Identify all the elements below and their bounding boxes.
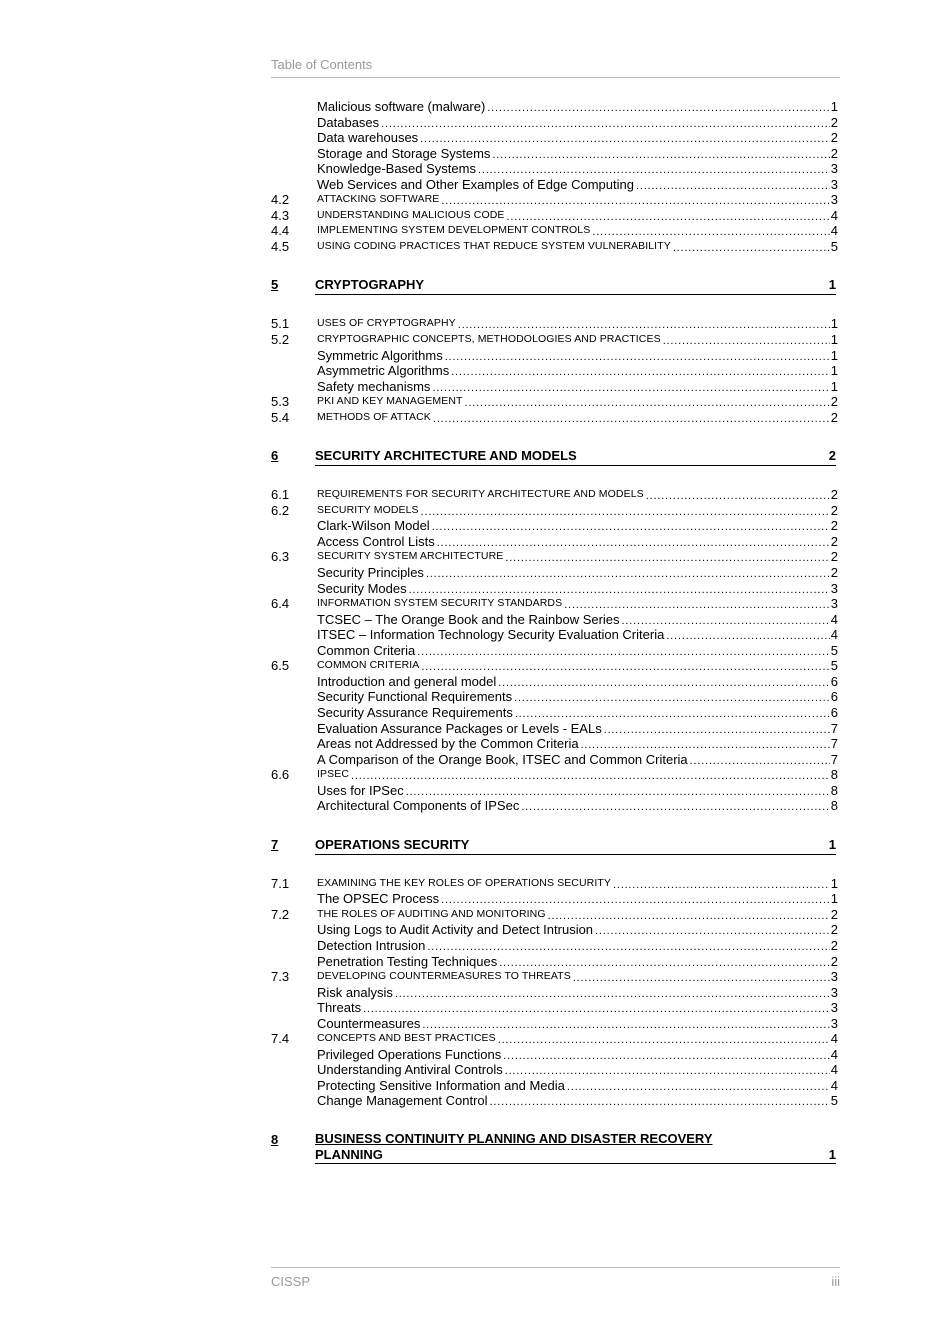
entry-page: 3: [830, 161, 838, 177]
toc-entry[interactable]: [271, 767, 838, 783]
toc-entry[interactable]: [271, 379, 838, 395]
entry-page: 2: [830, 130, 838, 146]
entry-page: 3: [830, 1000, 838, 1016]
entry-page: 4: [830, 1046, 838, 1062]
toc-entry[interactable]: [271, 130, 838, 146]
toc-entry[interactable]: [271, 99, 838, 115]
toc-entry[interactable]: [271, 161, 838, 177]
entry-title: Security Functional Requirements: [317, 689, 513, 705]
entry-title: Asymmetric Algorithms: [317, 363, 450, 379]
toc-entry[interactable]: [271, 658, 838, 674]
entry-page: 3: [830, 984, 838, 1000]
entry-page: 1: [830, 378, 838, 394]
toc-entry[interactable]: [271, 627, 838, 643]
entry-title: Protecting Sensitive Information and Media: [317, 1077, 565, 1093]
chapter-title-line2: [315, 1147, 836, 1164]
header-title: Table of Contents: [271, 57, 373, 72]
entry-title: INFORMATION SYSTEM SECURITY STANDARDS: [317, 597, 563, 610]
entry-title: ATTACKING SOFTWARE: [317, 193, 440, 206]
entry-title: Data warehouses: [317, 130, 419, 146]
entry-title: CONCEPTS AND BEST PRACTICES: [317, 1032, 496, 1045]
toc-entry[interactable]: [271, 581, 838, 597]
section-number: 7.1: [271, 875, 290, 891]
section-number: 4.2: [271, 192, 290, 208]
section-number: 5.1: [271, 316, 290, 332]
entry-page: 1: [830, 99, 838, 114]
entry-page: 2: [830, 565, 838, 581]
entry-page: 2: [830, 533, 838, 549]
entry-title: CRYPTOGRAPHIC CONCEPTS, METHODOLOGIES AND PRACTICES: [317, 333, 661, 346]
entry-title: Knowledge-Based Systems: [317, 161, 476, 177]
entry-title: THE ROLES OF AUDITING AND MONITORING: [317, 907, 546, 920]
entry-page: 2: [830, 502, 838, 518]
entry-page: 1: [830, 363, 838, 379]
entry-page: 3: [830, 176, 838, 192]
entry-title: Countermeasures: [317, 1015, 421, 1031]
toc-entry[interactable]: [271, 115, 838, 131]
toc-entry[interactable]: [271, 891, 838, 907]
entry-title: SECURITY SYSTEM ARCHITECTURE: [317, 550, 504, 563]
entry-title: COMMON CRITERIA: [317, 659, 420, 672]
entry-title: Security Modes: [317, 580, 407, 596]
toc-entry[interactable]: [271, 985, 838, 1001]
entry-title: Clark-Wilson Model: [317, 518, 430, 534]
toc-entry[interactable]: [271, 798, 838, 814]
chapter-page: 1: [828, 1146, 836, 1162]
toc-entry[interactable]: [271, 223, 838, 239]
toc-entry[interactable]: [271, 938, 838, 954]
section-number: 6.1: [271, 487, 290, 503]
dot-leader: [519, 798, 829, 816]
entry-title: Detection Intrusion: [317, 937, 426, 953]
chapter-title: PLANNING: [315, 1146, 383, 1162]
chapter-heading[interactable]: [271, 447, 838, 465]
section-number: 6.3: [271, 549, 290, 565]
toc-entry[interactable]: [271, 146, 838, 162]
entry-page: 4: [830, 207, 838, 223]
entry-title: UNDERSTANDING MALICIOUS CODE: [317, 208, 505, 221]
entry-title: Security Principles: [317, 565, 424, 581]
toc-entry[interactable]: [271, 549, 838, 565]
entry-title: EXAMINING THE KEY ROLES OF OPERATIONS SECURITY: [317, 876, 611, 889]
toc-entry[interactable]: [271, 410, 838, 426]
toc-entry[interactable]: [271, 1047, 838, 1063]
entry-page: 5: [830, 642, 838, 658]
entry-title: IMPLEMENTING SYSTEM DEVELOPMENT CONTROLS: [317, 224, 591, 237]
chapter-title: SECURITY ARCHITECTURE AND MODELS: [315, 448, 577, 464]
entry-title: Malicious software (malware): [317, 99, 486, 114]
section-number: 7.3: [271, 969, 290, 985]
chapter-heading[interactable]: [271, 1131, 838, 1165]
dot-leader: [671, 239, 830, 257]
entry-title: Evaluation Assurance Packages or Levels - EALs: [317, 720, 602, 736]
entry-line: [317, 1093, 838, 1111]
toc-entry[interactable]: [271, 643, 838, 659]
toc-entry[interactable]: [271, 177, 838, 193]
entry-line: [317, 239, 838, 257]
entry-page: 8: [830, 767, 838, 783]
entry-title: REQUIREMENTS FOR SECURITY ARCHITECTURE AND MODELS: [317, 488, 644, 501]
section-number: 5.4: [271, 409, 290, 425]
entry-title: Architectural Components of IPSec: [317, 798, 520, 814]
entry-page: 6: [830, 689, 838, 705]
entry-page: 2: [830, 487, 838, 503]
page-footer: [271, 1267, 840, 1289]
toc-entry[interactable]: [271, 922, 838, 938]
chapter-page: 1: [828, 836, 836, 852]
chapter-heading[interactable]: [271, 276, 838, 294]
section-number: 7.2: [271, 906, 290, 922]
entry-page: 2: [830, 518, 838, 534]
entry-title: Change Management Control: [317, 1093, 488, 1109]
chapter-title: OPERATIONS SECURITY: [315, 836, 470, 852]
entry-title: The OPSEC Process: [317, 891, 440, 907]
chapter-page: 1: [828, 277, 836, 293]
toc-entry[interactable]: [271, 596, 838, 612]
entry-page: 6: [830, 673, 838, 689]
entry-page: 8: [830, 798, 838, 814]
entry-page: 7: [830, 736, 838, 752]
entry-title: METHODS OF ATTACK: [317, 410, 431, 423]
entry-page: 2: [830, 114, 838, 130]
toc-entry[interactable]: [271, 736, 838, 752]
section-number: 4.3: [271, 207, 290, 223]
entry-page: 5: [830, 658, 838, 674]
footer-page-number: iii: [831, 1274, 840, 1289]
toc-entry[interactable]: [271, 721, 838, 737]
entry-title: Symmetric Algorithms: [317, 347, 443, 363]
entry-page: 1: [830, 332, 838, 348]
entry-page: 7: [830, 751, 838, 767]
entry-page: 2: [830, 409, 838, 425]
toc-entry[interactable]: [271, 705, 838, 721]
toc-entry[interactable]: [271, 1000, 838, 1016]
chapter-number: 8: [271, 1131, 279, 1147]
entry-title: Uses for IPSec: [317, 782, 404, 798]
toc-entry[interactable]: [271, 612, 838, 628]
section-number: 6.6: [271, 767, 290, 783]
entry-page: 2: [830, 922, 838, 938]
toc-entry[interactable]: [271, 208, 838, 224]
chapter-page: 2: [828, 448, 836, 464]
entry-page: 3: [830, 1015, 838, 1031]
entry-page: 1: [830, 891, 838, 907]
entry-title: A Comparison of the Orange Book, ITSEC and Common Criteria: [317, 751, 688, 767]
toc-entry[interactable]: [271, 954, 838, 970]
entry-page: 1: [830, 316, 838, 332]
entry-title: Risk analysis: [317, 984, 393, 1000]
toc-entry[interactable]: [271, 907, 838, 923]
chapter-title-line: [315, 836, 836, 855]
toc-entry[interactable]: [271, 1093, 838, 1109]
toc-entry[interactable]: [271, 394, 838, 410]
toc-entry[interactable]: [271, 689, 838, 705]
chapter-title: CRYPTOGRAPHY: [315, 277, 425, 293]
section-number: 4.5: [271, 238, 290, 254]
toc-entry[interactable]: [271, 363, 838, 379]
entry-title: PKI AND KEY MANAGEMENT: [317, 395, 463, 408]
toc-entry[interactable]: [271, 348, 838, 364]
toc-entry[interactable]: [271, 1062, 838, 1078]
toc-entry[interactable]: [271, 674, 838, 690]
entry-page: 4: [830, 1031, 838, 1047]
toc-entry[interactable]: [271, 1078, 838, 1094]
entry-page: 8: [830, 782, 838, 798]
toc-entry[interactable]: [271, 239, 838, 255]
toc-entry[interactable]: [271, 332, 838, 348]
section-number: 5.2: [271, 332, 290, 348]
entry-page: 3: [830, 596, 838, 612]
toc-entry[interactable]: [271, 1031, 838, 1047]
chapter-title-line: [315, 276, 836, 295]
toc-entry[interactable]: [271, 316, 838, 332]
entry-page: 3: [830, 192, 838, 208]
entry-title: Using Logs to Audit Activity and Detect Intrusion: [317, 922, 594, 938]
chapter-number: 6: [271, 448, 279, 464]
toc-entry[interactable]: [271, 534, 838, 550]
entry-title: Security Assurance Requirements: [317, 704, 513, 720]
entry-page: 1: [830, 875, 838, 891]
page-header: [271, 57, 840, 78]
entry-title: USING CODING PRACTICES THAT REDUCE SYSTEM VULNERABILITY: [317, 239, 671, 252]
section-number: 7.4: [271, 1031, 290, 1047]
entry-page: 3: [830, 580, 838, 596]
chapter-number: 5: [271, 277, 279, 293]
entry-page: 2: [830, 549, 838, 565]
chapter-title-line1: BUSINESS CONTINUITY PLANNING AND DISASTER RECOVERY: [315, 1130, 713, 1146]
entry-page: 2: [830, 145, 838, 161]
entry-page: 2: [830, 394, 838, 410]
entry-title: USES OF CRYPTOGRAPHY: [317, 317, 456, 330]
entry-title: Databases: [317, 114, 380, 130]
entry-title: Understanding Antiviral Controls: [317, 1062, 503, 1078]
entry-title: Areas not Addressed by the Common Criteria: [317, 736, 579, 752]
section-number: 6.5: [271, 658, 290, 674]
toc-entry[interactable]: [271, 876, 838, 892]
entry-page: 4: [830, 611, 838, 627]
entry-page: 5: [830, 1093, 838, 1109]
entry-page: 2: [830, 906, 838, 922]
entry-page: 3: [830, 969, 838, 985]
entry-title: Safety mechanisms: [317, 378, 431, 394]
entry-page: 2: [830, 937, 838, 953]
entry-page: 4: [830, 627, 838, 643]
entry-page: 4: [830, 1062, 838, 1078]
chapter-title-line: [315, 447, 836, 466]
toc-entry[interactable]: [271, 565, 838, 581]
toc-entry[interactable]: [271, 969, 838, 985]
entry-line: [317, 410, 838, 428]
toc-entry[interactable]: [271, 783, 838, 799]
entry-title: Privileged Operations Functions: [317, 1046, 502, 1062]
entry-title: ITSEC – Information Technology Security Evaluation Criteria: [317, 627, 665, 643]
entry-title: DEVELOPING COUNTERMEASURES TO THREATS: [317, 970, 571, 983]
chapter-heading[interactable]: [271, 836, 838, 854]
entry-line: [317, 798, 838, 816]
toc-entry[interactable]: [271, 518, 838, 534]
chapter-number: 7: [271, 836, 279, 852]
toc-entry[interactable]: [271, 752, 838, 768]
entry-title: Access Control Lists: [317, 533, 435, 549]
section-number: 6.4: [271, 596, 290, 612]
entry-title: Threats: [317, 1000, 362, 1016]
table-of-contents: [271, 99, 838, 1187]
entry-title: TCSEC – The Orange Book and the Rainbow Series: [317, 611, 620, 627]
dot-leader: [488, 1093, 830, 1111]
entry-title: Web Services and Other Examples of Edge Computing: [317, 176, 634, 192]
toc-entry[interactable]: [271, 487, 838, 503]
section-number: 4.4: [271, 223, 290, 239]
entry-title: Penetration Testing Techniques: [317, 953, 498, 969]
toc-entry[interactable]: [271, 503, 838, 519]
section-number: 6.2: [271, 502, 290, 518]
toc-entry[interactable]: [271, 1016, 838, 1032]
entry-page: 4: [830, 1077, 838, 1093]
entry-title: Introduction and general model: [317, 673, 497, 689]
entry-title: IPSEC: [317, 768, 350, 781]
section-number: 5.3: [271, 394, 290, 410]
chapter-title-block: [315, 1131, 836, 1164]
entry-title: Storage and Storage Systems: [317, 145, 491, 161]
toc-entry[interactable]: [271, 192, 838, 208]
entry-page: 6: [830, 704, 838, 720]
entry-page: 5: [830, 238, 838, 254]
footer-document-title: CISSP: [271, 1274, 311, 1289]
entry-title: Common Criteria: [317, 642, 416, 658]
entry-page: 4: [830, 223, 838, 239]
entry-page: 1: [830, 347, 838, 363]
dot-leader: [431, 410, 830, 428]
entry-page: 7: [830, 720, 838, 736]
entry-page: 2: [830, 953, 838, 969]
entry-title: SECURITY MODELS: [317, 503, 419, 516]
